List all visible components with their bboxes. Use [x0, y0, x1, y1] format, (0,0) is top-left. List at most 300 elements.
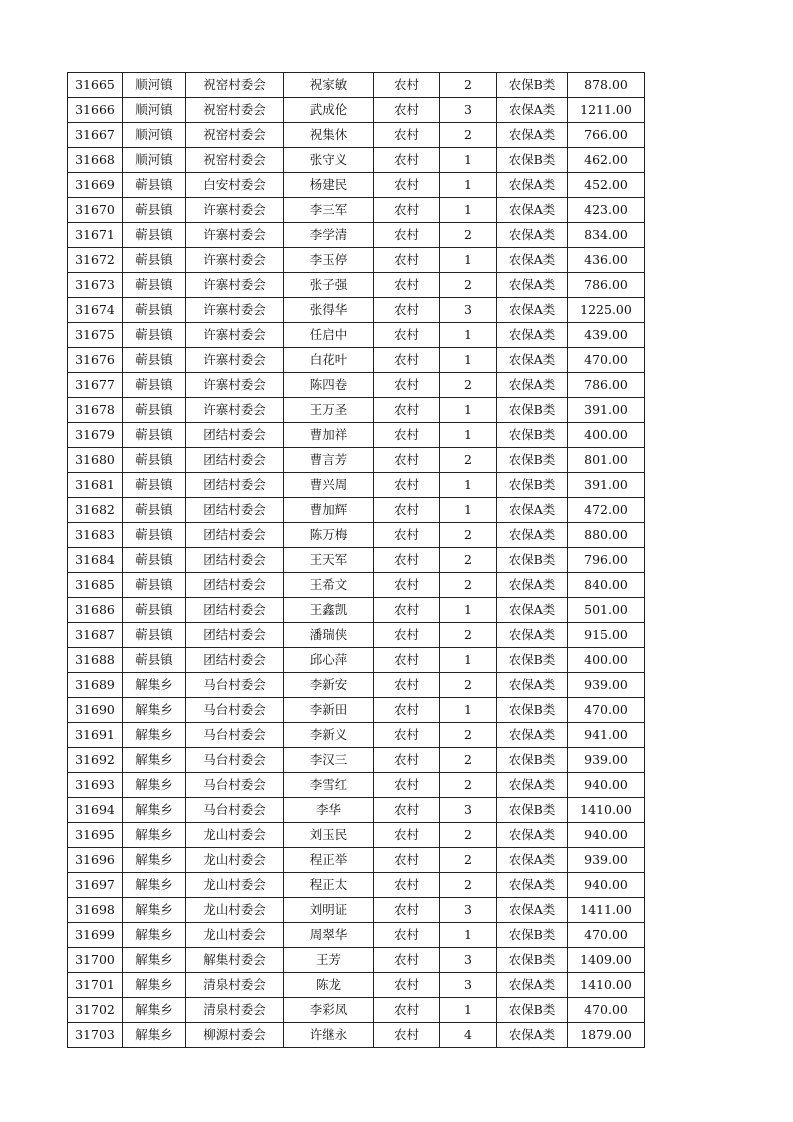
insurance-category-cell: 农保A类 [497, 323, 568, 348]
town-cell: 蕲县镇 [123, 198, 186, 223]
amount-cell: 436.00 [568, 248, 645, 273]
insurance-category-cell: 农保A类 [497, 273, 568, 298]
name-cell: 王鑫凯 [284, 598, 374, 623]
town-cell: 蕲县镇 [123, 373, 186, 398]
record-id-cell: 31695 [68, 823, 123, 848]
village-committee-cell: 祝窑村委会 [186, 98, 284, 123]
record-id-cell: 31698 [68, 898, 123, 923]
insurance-category-cell: 农保A类 [497, 598, 568, 623]
table-row [68, 648, 645, 673]
table-row [68, 123, 645, 148]
person-count-cell: 1 [440, 323, 497, 348]
town-cell: 解集乡 [123, 873, 186, 898]
village-committee-cell: 许寨村委会 [186, 223, 284, 248]
village-committee-cell: 马台村委会 [186, 748, 284, 773]
insurance-category-cell: 农保A类 [497, 348, 568, 373]
town-cell: 蕲县镇 [123, 223, 186, 248]
amount-cell: 470.00 [568, 698, 645, 723]
town-cell: 蕲县镇 [123, 573, 186, 598]
amount-cell: 801.00 [568, 448, 645, 473]
household-type-cell: 农村 [374, 373, 440, 398]
town-cell: 蕲县镇 [123, 273, 186, 298]
table-row [68, 173, 645, 198]
name-cell: 李华 [284, 798, 374, 823]
table-row [68, 998, 645, 1023]
person-count-cell: 1 [440, 423, 497, 448]
amount-cell: 400.00 [568, 423, 645, 448]
village-committee-cell: 许寨村委会 [186, 298, 284, 323]
insurance-category-cell: 农保B类 [497, 798, 568, 823]
record-id-cell: 31703 [68, 1023, 123, 1048]
household-type-cell: 农村 [374, 1023, 440, 1048]
person-count-cell: 1 [440, 473, 497, 498]
town-cell: 解集乡 [123, 748, 186, 773]
village-committee-cell: 马台村委会 [186, 798, 284, 823]
insurance-category-cell: 农保B类 [497, 73, 568, 98]
household-type-cell: 农村 [374, 173, 440, 198]
person-count-cell: 1 [440, 698, 497, 723]
town-cell: 蕲县镇 [123, 248, 186, 273]
record-id-cell: 31702 [68, 998, 123, 1023]
table-body [68, 73, 645, 1048]
name-cell: 陈龙 [284, 973, 374, 998]
amount-cell: 880.00 [568, 523, 645, 548]
person-count-cell: 1 [440, 598, 497, 623]
amount-cell: 470.00 [568, 998, 645, 1023]
table-row [68, 73, 645, 98]
household-type-cell: 农村 [374, 898, 440, 923]
table-row [68, 573, 645, 598]
household-type-cell: 农村 [374, 623, 440, 648]
name-cell: 祝家敏 [284, 73, 374, 98]
record-id-cell: 31672 [68, 248, 123, 273]
household-type-cell: 农村 [374, 523, 440, 548]
person-count-cell: 2 [440, 823, 497, 848]
name-cell: 杨建民 [284, 173, 374, 198]
amount-cell: 840.00 [568, 573, 645, 598]
amount-cell: 400.00 [568, 648, 645, 673]
table-row [68, 848, 645, 873]
name-cell: 李雪红 [284, 773, 374, 798]
town-cell: 蕲县镇 [123, 548, 186, 573]
insurance-category-cell: 农保A类 [497, 198, 568, 223]
household-type-cell: 农村 [374, 873, 440, 898]
amount-cell: 1411.00 [568, 898, 645, 923]
table-row [68, 748, 645, 773]
record-id-cell: 31700 [68, 948, 123, 973]
person-count-cell: 2 [440, 373, 497, 398]
person-count-cell: 1 [440, 998, 497, 1023]
record-id-cell: 31683 [68, 523, 123, 548]
amount-cell: 786.00 [568, 273, 645, 298]
amount-cell: 470.00 [568, 923, 645, 948]
name-cell: 祝集休 [284, 123, 374, 148]
village-committee-cell: 祝窑村委会 [186, 148, 284, 173]
household-type-cell: 农村 [374, 448, 440, 473]
data-table [67, 72, 645, 1048]
person-count-cell: 2 [440, 748, 497, 773]
record-id-cell: 31673 [68, 273, 123, 298]
insurance-category-cell: 农保B类 [497, 423, 568, 448]
name-cell: 李三军 [284, 198, 374, 223]
village-committee-cell: 马台村委会 [186, 773, 284, 798]
name-cell: 李新安 [284, 673, 374, 698]
insurance-category-cell: 农保A类 [497, 523, 568, 548]
insurance-category-cell: 农保B类 [497, 923, 568, 948]
household-type-cell: 农村 [374, 498, 440, 523]
person-count-cell: 2 [440, 623, 497, 648]
record-id-cell: 31697 [68, 873, 123, 898]
insurance-category-cell: 农保B类 [497, 398, 568, 423]
amount-cell: 452.00 [568, 173, 645, 198]
household-type-cell: 农村 [374, 998, 440, 1023]
village-committee-cell: 解集村委会 [186, 948, 284, 973]
name-cell: 陈万梅 [284, 523, 374, 548]
insurance-category-cell: 农保A类 [497, 623, 568, 648]
household-type-cell: 农村 [374, 148, 440, 173]
person-count-cell: 3 [440, 298, 497, 323]
amount-cell: 939.00 [568, 673, 645, 698]
amount-cell: 1410.00 [568, 973, 645, 998]
table-row [68, 248, 645, 273]
person-count-cell: 2 [440, 773, 497, 798]
insurance-category-cell: 农保A类 [497, 248, 568, 273]
table-row [68, 423, 645, 448]
person-count-cell: 1 [440, 398, 497, 423]
town-cell: 蕲县镇 [123, 623, 186, 648]
amount-cell: 915.00 [568, 623, 645, 648]
town-cell: 解集乡 [123, 823, 186, 848]
amount-cell: 940.00 [568, 823, 645, 848]
village-committee-cell: 龙山村委会 [186, 848, 284, 873]
record-id-cell: 31666 [68, 98, 123, 123]
town-cell: 蕲县镇 [123, 423, 186, 448]
town-cell: 蕲县镇 [123, 648, 186, 673]
town-cell: 解集乡 [123, 998, 186, 1023]
table-row [68, 773, 645, 798]
person-count-cell: 2 [440, 873, 497, 898]
village-committee-cell: 许寨村委会 [186, 248, 284, 273]
person-count-cell: 3 [440, 948, 497, 973]
record-id-cell: 31692 [68, 748, 123, 773]
table-row [68, 598, 645, 623]
insurance-category-cell: 农保A类 [497, 773, 568, 798]
insurance-category-cell: 农保A类 [497, 723, 568, 748]
person-count-cell: 1 [440, 648, 497, 673]
name-cell: 潘瑞侠 [284, 623, 374, 648]
name-cell: 邱心萍 [284, 648, 374, 673]
insurance-category-cell: 农保A类 [497, 898, 568, 923]
person-count-cell: 2 [440, 273, 497, 298]
name-cell: 任启中 [284, 323, 374, 348]
insurance-category-cell: 农保A类 [497, 123, 568, 148]
town-cell: 解集乡 [123, 1023, 186, 1048]
amount-cell: 1211.00 [568, 98, 645, 123]
village-committee-cell: 清泉村委会 [186, 973, 284, 998]
person-count-cell: 2 [440, 673, 497, 698]
household-type-cell: 农村 [374, 773, 440, 798]
household-type-cell: 农村 [374, 223, 440, 248]
village-committee-cell: 团结村委会 [186, 623, 284, 648]
amount-cell: 1410.00 [568, 798, 645, 823]
household-type-cell: 农村 [374, 73, 440, 98]
person-count-cell: 1 [440, 148, 497, 173]
household-type-cell: 农村 [374, 473, 440, 498]
name-cell: 曹言芳 [284, 448, 374, 473]
insurance-category-cell: 农保B类 [497, 548, 568, 573]
record-id-cell: 31679 [68, 423, 123, 448]
name-cell: 刘明证 [284, 898, 374, 923]
record-id-cell: 31699 [68, 923, 123, 948]
table-row [68, 198, 645, 223]
village-committee-cell: 团结村委会 [186, 473, 284, 498]
amount-cell: 462.00 [568, 148, 645, 173]
town-cell: 蕲县镇 [123, 598, 186, 623]
village-committee-cell: 祝窑村委会 [186, 123, 284, 148]
name-cell: 武成伦 [284, 98, 374, 123]
household-type-cell: 农村 [374, 748, 440, 773]
amount-cell: 1879.00 [568, 1023, 645, 1048]
amount-cell: 472.00 [568, 498, 645, 523]
record-id-cell: 31691 [68, 723, 123, 748]
name-cell: 曹兴周 [284, 473, 374, 498]
record-id-cell: 31681 [68, 473, 123, 498]
record-id-cell: 31693 [68, 773, 123, 798]
village-committee-cell: 马台村委会 [186, 673, 284, 698]
insurance-category-cell: 农保A类 [497, 848, 568, 873]
village-committee-cell: 白安村委会 [186, 173, 284, 198]
record-id-cell: 31677 [68, 373, 123, 398]
name-cell: 陈四卷 [284, 373, 374, 398]
name-cell: 李汉三 [284, 748, 374, 773]
person-count-cell: 3 [440, 973, 497, 998]
record-id-cell: 31670 [68, 198, 123, 223]
name-cell: 李新义 [284, 723, 374, 748]
record-id-cell: 31684 [68, 548, 123, 573]
village-committee-cell: 团结村委会 [186, 523, 284, 548]
name-cell: 李新田 [284, 698, 374, 723]
name-cell: 王芳 [284, 948, 374, 973]
household-type-cell: 农村 [374, 973, 440, 998]
household-type-cell: 农村 [374, 723, 440, 748]
name-cell: 刘玉民 [284, 823, 374, 848]
household-type-cell: 农村 [374, 423, 440, 448]
village-committee-cell: 团结村委会 [186, 423, 284, 448]
person-count-cell: 2 [440, 548, 497, 573]
town-cell: 顺河镇 [123, 73, 186, 98]
insurance-category-cell: 农保B类 [497, 698, 568, 723]
household-type-cell: 农村 [374, 248, 440, 273]
town-cell: 顺河镇 [123, 98, 186, 123]
person-count-cell: 2 [440, 123, 497, 148]
table-row [68, 948, 645, 973]
name-cell: 曹加祥 [284, 423, 374, 448]
insurance-category-cell: 农保A类 [497, 823, 568, 848]
village-committee-cell: 团结村委会 [186, 648, 284, 673]
village-committee-cell: 祝窑村委会 [186, 73, 284, 98]
insurance-category-cell: 农保A类 [497, 223, 568, 248]
data-table-wrapper [67, 72, 645, 1048]
name-cell: 李彩凤 [284, 998, 374, 1023]
table-row [68, 348, 645, 373]
table-row [68, 723, 645, 748]
table-row [68, 798, 645, 823]
person-count-cell: 2 [440, 448, 497, 473]
household-type-cell: 农村 [374, 598, 440, 623]
town-cell: 蕲县镇 [123, 173, 186, 198]
amount-cell: 940.00 [568, 873, 645, 898]
record-id-cell: 31678 [68, 398, 123, 423]
table-row [68, 548, 645, 573]
town-cell: 顺河镇 [123, 123, 186, 148]
table-row [68, 823, 645, 848]
table-row [68, 98, 645, 123]
town-cell: 解集乡 [123, 973, 186, 998]
table-row [68, 698, 645, 723]
record-id-cell: 31680 [68, 448, 123, 473]
household-type-cell: 农村 [374, 698, 440, 723]
village-committee-cell: 龙山村委会 [186, 823, 284, 848]
household-type-cell: 农村 [374, 123, 440, 148]
village-committee-cell: 团结村委会 [186, 598, 284, 623]
person-count-cell: 2 [440, 573, 497, 598]
record-id-cell: 31667 [68, 123, 123, 148]
village-committee-cell: 团结村委会 [186, 498, 284, 523]
record-id-cell: 31685 [68, 573, 123, 598]
household-type-cell: 农村 [374, 198, 440, 223]
insurance-category-cell: 农保A类 [497, 573, 568, 598]
insurance-category-cell: 农保A类 [497, 1023, 568, 1048]
household-type-cell: 农村 [374, 948, 440, 973]
record-id-cell: 31682 [68, 498, 123, 523]
town-cell: 蕲县镇 [123, 348, 186, 373]
person-count-cell: 1 [440, 173, 497, 198]
record-id-cell: 31671 [68, 223, 123, 248]
name-cell: 张守义 [284, 148, 374, 173]
insurance-category-cell: 农保A类 [497, 873, 568, 898]
village-committee-cell: 龙山村委会 [186, 873, 284, 898]
table-row [68, 398, 645, 423]
person-count-cell: 1 [440, 923, 497, 948]
village-committee-cell: 马台村委会 [186, 723, 284, 748]
town-cell: 蕲县镇 [123, 398, 186, 423]
person-count-cell: 2 [440, 223, 497, 248]
town-cell: 解集乡 [123, 798, 186, 823]
table-row [68, 448, 645, 473]
amount-cell: 391.00 [568, 473, 645, 498]
table-row [68, 473, 645, 498]
insurance-category-cell: 农保B类 [497, 648, 568, 673]
insurance-category-cell: 农保B类 [497, 448, 568, 473]
amount-cell: 423.00 [568, 198, 645, 223]
name-cell: 李玉停 [284, 248, 374, 273]
village-committee-cell: 团结村委会 [186, 548, 284, 573]
town-cell: 解集乡 [123, 773, 186, 798]
insurance-category-cell: 农保A类 [497, 298, 568, 323]
name-cell: 王希文 [284, 573, 374, 598]
village-committee-cell: 许寨村委会 [186, 323, 284, 348]
town-cell: 解集乡 [123, 698, 186, 723]
household-type-cell: 农村 [374, 548, 440, 573]
household-type-cell: 农村 [374, 648, 440, 673]
town-cell: 解集乡 [123, 673, 186, 698]
household-type-cell: 农村 [374, 798, 440, 823]
village-committee-cell: 龙山村委会 [186, 923, 284, 948]
village-committee-cell: 清泉村委会 [186, 998, 284, 1023]
person-count-cell: 1 [440, 198, 497, 223]
household-type-cell: 农村 [374, 848, 440, 873]
record-id-cell: 31688 [68, 648, 123, 673]
table-row [68, 373, 645, 398]
town-cell: 解集乡 [123, 898, 186, 923]
person-count-cell: 3 [440, 98, 497, 123]
table-row [68, 673, 645, 698]
name-cell: 张子强 [284, 273, 374, 298]
name-cell: 李学清 [284, 223, 374, 248]
table-row [68, 898, 645, 923]
insurance-category-cell: 农保A类 [497, 98, 568, 123]
record-id-cell: 31665 [68, 73, 123, 98]
insurance-category-cell: 农保B类 [497, 473, 568, 498]
name-cell: 张得华 [284, 298, 374, 323]
person-count-cell: 2 [440, 523, 497, 548]
record-id-cell: 31668 [68, 148, 123, 173]
village-committee-cell: 许寨村委会 [186, 398, 284, 423]
town-cell: 蕲县镇 [123, 298, 186, 323]
person-count-cell: 4 [440, 1023, 497, 1048]
amount-cell: 786.00 [568, 373, 645, 398]
person-count-cell: 1 [440, 498, 497, 523]
town-cell: 解集乡 [123, 723, 186, 748]
village-committee-cell: 柳源村委会 [186, 1023, 284, 1048]
village-committee-cell: 团结村委会 [186, 573, 284, 598]
town-cell: 蕲县镇 [123, 323, 186, 348]
name-cell: 程正举 [284, 848, 374, 873]
table-row [68, 298, 645, 323]
record-id-cell: 31696 [68, 848, 123, 873]
insurance-category-cell: 农保A类 [497, 498, 568, 523]
table-row [68, 973, 645, 998]
town-cell: 解集乡 [123, 948, 186, 973]
amount-cell: 878.00 [568, 73, 645, 98]
table-row [68, 1023, 645, 1048]
household-type-cell: 农村 [374, 923, 440, 948]
amount-cell: 1409.00 [568, 948, 645, 973]
household-type-cell: 农村 [374, 573, 440, 598]
village-committee-cell: 许寨村委会 [186, 198, 284, 223]
record-id-cell: 31694 [68, 798, 123, 823]
household-type-cell: 农村 [374, 348, 440, 373]
amount-cell: 766.00 [568, 123, 645, 148]
village-committee-cell: 龙山村委会 [186, 898, 284, 923]
record-id-cell: 31686 [68, 598, 123, 623]
person-count-cell: 1 [440, 348, 497, 373]
record-id-cell: 31701 [68, 973, 123, 998]
table-row [68, 273, 645, 298]
village-committee-cell: 许寨村委会 [186, 373, 284, 398]
village-committee-cell: 许寨村委会 [186, 273, 284, 298]
town-cell: 解集乡 [123, 848, 186, 873]
insurance-category-cell: 农保A类 [497, 373, 568, 398]
household-type-cell: 农村 [374, 673, 440, 698]
table-row [68, 323, 645, 348]
person-count-cell: 2 [440, 723, 497, 748]
insurance-category-cell: 农保A类 [497, 973, 568, 998]
record-id-cell: 31676 [68, 348, 123, 373]
insurance-category-cell: 农保A类 [497, 673, 568, 698]
household-type-cell: 农村 [374, 298, 440, 323]
amount-cell: 796.00 [568, 548, 645, 573]
